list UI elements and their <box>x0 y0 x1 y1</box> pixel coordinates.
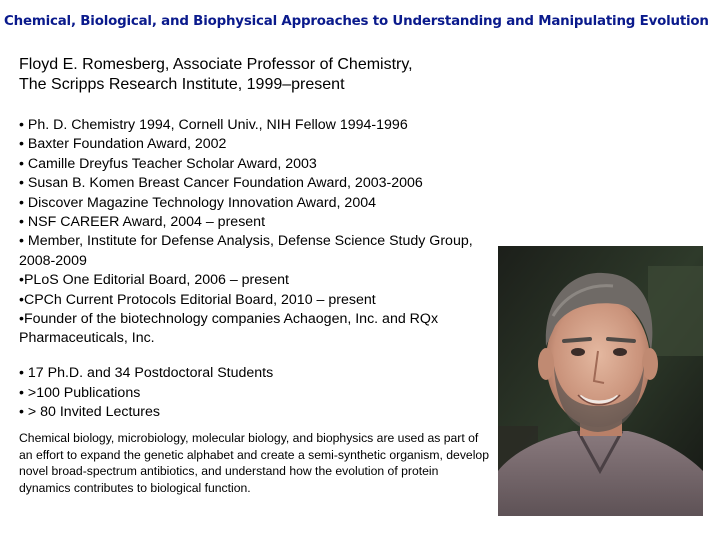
stats-list <box>19 364 489 423</box>
credential-item: • NSF CAREER Award, 2004 – present <box>19 214 266 231</box>
credential-item: • Baxter Foundation Award, 2002 <box>19 136 227 153</box>
credential-item: • Discover Magazine Technology Innovation Award, 2004 <box>19 194 376 211</box>
portrait-photo <box>498 246 703 516</box>
stat-item: • >100 Publications <box>19 384 141 401</box>
stat-item: • > 80 Invited Lectures <box>19 404 161 420</box>
credential-item: •PLoS One Editorial Board, 2006 – present <box>19 272 289 289</box>
credential-item: •Founder of the biotechnology companies Achaogen, Inc. and RQx Pharmaceuticals, Inc. <box>19 311 439 347</box>
credential-item: • Camille Dreyfus Teacher Scholar Award, 2003 <box>19 155 317 172</box>
credential-item: • Ph. D. Chemistry 1994, Cornell Univ., NIH Fellow 1994-1996 <box>19 117 408 133</box>
research-summary: Chemical biology, microbiology, molecular biology, and biophysics are used as part of an effort to expand the genetic alphabet and create a semi-synthetic organism, develop novel broad-spectrum antibiotics, and understand how the evolution of protein dynamics contributes to biological function. <box>19 431 489 495</box>
presenter-name-line: Floyd E. Romesberg, Associate Professor of Chemistry, <box>19 56 413 73</box>
stat-item: • 17 Ph.D. and 34 Postdoctoral Students <box>19 365 274 381</box>
slide-title: Chemical, Biological, and Biophysical Approaches to Understanding and Manipulating Evolution <box>4 14 709 29</box>
presenter-affiliation-line: The Scripps Research Institute, 1999–present <box>19 76 345 93</box>
credential-item: • Member, Institute for Defense Analysis, Defense Science Study Group, 2008-2009 <box>19 233 473 269</box>
credentials-list <box>19 116 489 349</box>
credential-item: • Susan B. Komen Breast Cancer Foundation Award, 2003-2006 <box>19 175 423 192</box>
credential-item: •CPCh Current Protocols Editorial Board, 2010 – present <box>19 291 376 308</box>
presenter-info <box>19 55 413 95</box>
